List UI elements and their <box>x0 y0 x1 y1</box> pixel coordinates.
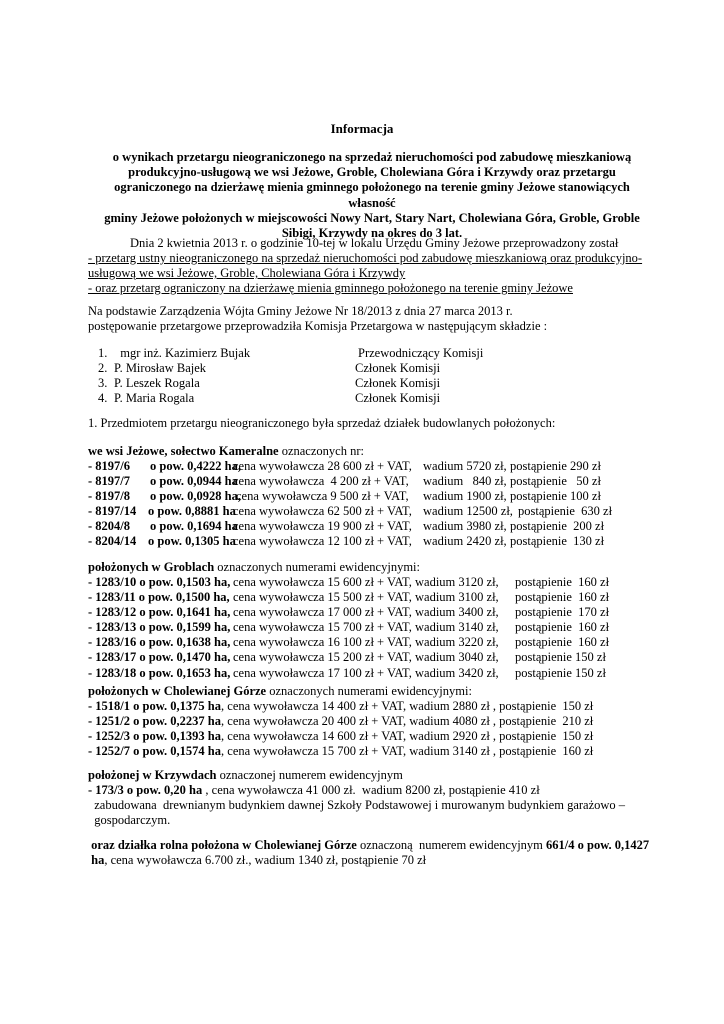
plot-price: cena wywoławcza 28 600 zł + VAT, <box>233 459 412 473</box>
plot-wadium: wadium 5720 zł, <box>423 459 507 473</box>
agricultural-plot <box>88 838 649 853</box>
plot-step: postąpienie 200 zł <box>510 519 605 534</box>
plot-price: cena wywoławcza 62 500 zł + VAT, <box>233 504 412 519</box>
agricultural-plot-id: 661/4 o pow. 0,1427 <box>546 838 650 852</box>
section-heading-cholewiana <box>88 684 472 699</box>
section-heading-krzywdy <box>88 768 403 783</box>
plot-row-krzywdy <box>88 783 540 798</box>
subtitle-line: gminy Jeżowe położonych w miejscowości Nowy Nart, Stary Nart, Cholewiana Góra, Groble, Groble <box>104 210 640 225</box>
plot-id: - 8197/7 <box>88 474 131 489</box>
plot-area: o pow. 0,8881 ha <box>148 504 236 519</box>
plot-price: cena wywoławcza 15 700 zł + VAT, wadium 3140 zł, <box>233 620 499 635</box>
plot-wadium: wadium 1900 zł, <box>423 489 507 504</box>
intro-item-1-cont: usługową we wsi Jeżowe, Groble, Cholewiana Góra i Krzywdy <box>88 266 406 280</box>
agricultural-details: , cena wywoławcza 6.700 zł., wadium 1340 zł, postąpienie 70 zł <box>104 853 427 867</box>
plot-price: cena wywoławcza 12 100 zł + VAT, <box>233 534 412 549</box>
basis-paragraph-cont: postępowanie przetargowe przeprowadziła Komisja Przetargowa w następującym składzie : <box>88 319 548 333</box>
plot-id: - 1252/3 o pow. 0,1393 ha <box>88 729 222 744</box>
heading-rest: oznaczonych numerami ewidencyjnymi: <box>266 684 472 698</box>
intro-item-2: - oraz przetarg ograniczony na dzierżawę mienia gminnego położonego na terenie gminy Jeżowe <box>88 281 573 295</box>
intro-item-1: - przetarg ustny nieograniczonego na sprzedaż nieruchomości pod zabudowę mieszkaniową oraz produkcyjno- <box>88 251 643 265</box>
plot-id: - 1283/11 o pow. 0,1500 ha, <box>88 590 230 605</box>
member-number: 1. <box>98 346 108 360</box>
heading-rest: oznaczonych nr: <box>278 444 364 458</box>
plot-price: cena wywoławcza 16 100 zł + VAT, wadium 3220 zł, <box>233 635 499 650</box>
plot-step: postąpienie 160 zł <box>515 620 610 635</box>
plot-id: - 1283/18 o pow. 0,1653 ha, <box>88 665 231 680</box>
document-subtitle <box>92 150 652 241</box>
plot-description: zabudowana drewnianym budynkiem dawnej Szkoły Podstawowej i murowanym budynkiem garażowo – <box>88 798 626 812</box>
plot-price: cena wywoławcza 15 500 zł + VAT, wadium 3100 zł, <box>233 590 499 605</box>
plot-details: , cena wywoławcza 20 400 zł + VAT, wadium 4080 zł , postąpienie 210 zł <box>221 714 594 729</box>
heading-bold: położonych w Cholewianej Górze <box>88 684 267 698</box>
plot-id: - 1283/13 o pow. 0,1599 ha, <box>88 620 231 635</box>
plot-id: - 1283/10 o pow. 0,1503 ha, <box>88 575 231 589</box>
plot-id: - 1252/7 o pow. 0,1574 ha <box>88 744 222 759</box>
plot-step: postąpienie 160 zł <box>515 635 610 650</box>
plot-id: - 8197/8 <box>88 489 131 504</box>
member-role: Członek Komisji <box>355 391 441 405</box>
heading-rest: oznaczonych numerami ewidencyjnymi: <box>214 560 421 574</box>
plot-price: cena wywoławcza 9 500 zł + VAT, <box>236 489 409 504</box>
plot-area: o pow. 0,1305 ha <box>148 534 236 549</box>
section-heading-groble <box>88 560 420 575</box>
basis-paragraph: Na podstawie Zarządzenia Wójta Gminy Jeżowe Nr 18/2013 z dnia 27 marca 2013 r. <box>88 304 513 318</box>
member-name: P. Leszek Rogala <box>114 376 200 390</box>
intro-paragraph: Dnia 2 kwietnia 2013 r. o godzinie 10-tej w lokalu Urzędu Gminy Jeżowe przeprowadzony został <box>130 236 619 250</box>
plot-wadium: wadium 12500 zł, <box>423 504 513 519</box>
plot-price: cena wywoławcza 15 600 zł + VAT, wadium 3120 zł, <box>233 575 499 589</box>
member-number: 4. <box>98 391 108 405</box>
plot-id: - 8204/8 <box>88 519 131 534</box>
agricultural-text: oznaczoną numerem ewidencyjnym <box>356 838 547 852</box>
plot-step: postąpienie 100 zł <box>510 489 601 504</box>
plot-step: postąpienie 130 zł <box>510 534 605 549</box>
member-role: Członek Komisji <box>355 376 441 390</box>
plot-wadium: wadium 2420 zł, <box>423 534 507 549</box>
plot-row <box>88 699 593 714</box>
plot-id: - 1251/2 o pow. 0,2237 ha <box>88 714 222 729</box>
section-heading-jezowe <box>88 444 364 459</box>
subtitle-line: o wynikach przetargu nieograniczonego na sprzedaż nieruchomości pod zabudowę mieszkaniową <box>112 150 632 164</box>
plot-step: postąpienie 150 zł <box>515 665 606 680</box>
plot-area: o pow. 0,0928 ha, <box>150 489 241 504</box>
plot-step: postąpienie 290 zł <box>510 459 601 473</box>
plot-row <box>88 729 593 744</box>
plot-id: - 1518/1 o pow. 0,1375 ha <box>88 699 222 713</box>
plots-cholewiana <box>88 699 593 759</box>
plot-id: - 173/3 o pow. 0,20 ha <box>88 783 203 797</box>
plot-wadium: wadium 3980 zł, <box>423 519 507 534</box>
plot-price: cena wywoławcza 19 900 zł + VAT, <box>233 519 412 534</box>
plot-price: cena wywoławcza 17 000 zł + VAT, wadium 3400 zł, <box>233 605 499 620</box>
plot-step: postąpienie 150 zł <box>515 650 606 665</box>
plot-id: - 1283/12 o pow. 0,1641 ha, <box>88 605 231 620</box>
subtitle-line: ograniczonego na dzierżawę mienia gminnego położonego na terenie gminy Jeżowe stanowiących własność <box>114 180 630 210</box>
plot-details: , cena wywoławcza 15 700 zł + VAT, wadium 3140 zł , postąpienie 160 zł <box>221 744 594 759</box>
heading-rest: oznaczonej numerem ewidencyjnym <box>216 768 403 782</box>
plot-step: postąpienie 160 zł <box>515 590 610 605</box>
plot-price: cena wywoławcza 17 100 zł + VAT, wadium 3420 zł, <box>233 665 499 680</box>
plot-area: o pow. 0,1694 ha <box>150 519 238 534</box>
document-title: Informacja <box>330 121 394 136</box>
plot-id: - 1283/16 o pow. 0,1638 ha, <box>88 635 231 650</box>
agricultural-unit: ha <box>88 853 105 867</box>
plot-details: , cena wywoławcza 41 000 zł. wadium 8200 zł, postąpienie 410 zł <box>202 783 540 797</box>
plot-step: postąpienie 50 zł <box>510 474 601 489</box>
plot-price: cena wywoławcza 15 200 zł + VAT, wadium 3040 zł, <box>233 650 499 665</box>
subtitle-line: Sibigi, Krzywdy na okres do 3 lat. <box>281 226 463 241</box>
heading-bold: położonej w Krzywdach <box>88 768 217 782</box>
plot-row <box>88 714 593 729</box>
member-role: Przewodniczący Komisji <box>358 346 484 360</box>
plot-details: , cena wywoławcza 14 600 zł + VAT, wadium 2920 zł , postąpienie 150 zł <box>221 729 594 744</box>
agricultural-plot-cont <box>88 853 426 868</box>
plot-id: - 8204/14 <box>88 534 137 549</box>
member-number: 2. <box>98 361 108 375</box>
plot-price: cena wywoławcza 4 200 zł + VAT, <box>233 474 409 489</box>
subject-paragraph: 1. Przedmiotem przetargu nieograniczonego była sprzedaż działek budowlanych położonych: <box>88 416 556 430</box>
member-role: Członek Komisji <box>355 361 441 375</box>
plot-description-cont: gospodarczym. <box>88 813 171 827</box>
member-name: P. Maria Rogala <box>114 391 195 405</box>
member-name: mgr inż. Kazimierz Bujak <box>114 346 251 360</box>
plot-id: - 1283/17 o pow. 0,1470 ha, <box>88 650 231 665</box>
plot-id: - 8197/14 <box>88 504 137 519</box>
plot-details: , cena wywoławcza 14 400 zł + VAT, wadium 2880 zł , postąpienie 150 zł <box>221 699 594 713</box>
member-number: 3. <box>98 376 108 390</box>
plot-area: o pow. 0,4222 ha, <box>150 459 241 473</box>
subtitle-line: produkcyjno-usługową we wsi Jeżowe, Groble, Cholewiana Góra i Krzywdy oraz przetargu <box>128 165 616 180</box>
plot-wadium: wadium 840 zł, <box>423 474 507 489</box>
heading-bold: położonych w Groblach <box>88 560 215 574</box>
plot-id: - 8197/6 <box>88 459 131 473</box>
plot-step: postąpienie 170 zł <box>515 605 610 620</box>
plot-step: postąpienie 160 zł <box>515 575 610 589</box>
agricultural-heading: oraz działka rolna położona w Cholewianej Górze <box>88 838 357 852</box>
plot-row <box>88 744 593 759</box>
plot-step: postąpienie 630 zł <box>518 504 613 519</box>
member-name: P. Mirosław Bajek <box>114 361 207 375</box>
plot-area: o pow. 0,0944 ha <box>150 474 238 489</box>
heading-bold: we wsi Jeżowe, sołectwo Kameralne <box>88 444 279 458</box>
